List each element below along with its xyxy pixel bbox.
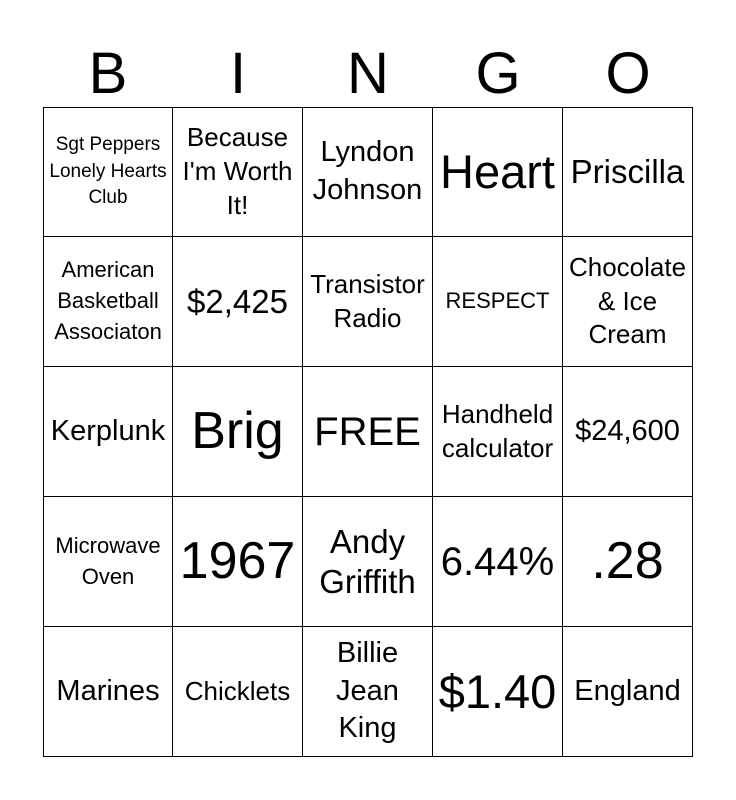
- bingo-cell[interactable]: $1.40: [433, 627, 563, 757]
- bingo-cell[interactable]: Heart: [433, 107, 563, 237]
- bingo-cell[interactable]: RESPECT: [433, 237, 563, 367]
- bingo-cell[interactable]: Priscilla: [563, 107, 693, 237]
- bingo-cell[interactable]: Lyndon Johnson: [303, 107, 433, 237]
- bingo-cell[interactable]: Brig: [173, 367, 303, 497]
- bingo-header: [43, 40, 693, 108]
- bingo-cell[interactable]: Chocolate & Ice Cream: [563, 237, 693, 367]
- bingo-cell[interactable]: .28: [563, 497, 693, 627]
- header-letter-b: B: [88, 41, 128, 106]
- header-letter-i: I: [229, 41, 247, 106]
- bingo-cell[interactable]: Marines: [43, 627, 173, 757]
- bingo-board: [43, 107, 693, 757]
- bingo-cell[interactable]: Chicklets: [173, 627, 303, 757]
- header-letter-g: G: [475, 41, 521, 106]
- bingo-cell[interactable]: Sgt Peppers Lonely Hearts Club: [43, 107, 173, 237]
- bingo-cell[interactable]: Because I'm Worth It!: [173, 107, 303, 237]
- bingo-cell[interactable]: 1967: [173, 497, 303, 627]
- bingo-cell[interactable]: $24,600: [563, 367, 693, 497]
- bingo-cell[interactable]: 6.44%: [433, 497, 563, 627]
- bingo-cell[interactable]: Handheld calculator: [433, 367, 563, 497]
- bingo-cell[interactable]: Microwave Oven: [43, 497, 173, 627]
- bingo-cell[interactable]: Andy Griffith: [303, 497, 433, 627]
- bingo-cell[interactable]: Kerplunk: [43, 367, 173, 497]
- bingo-cell[interactable]: England: [563, 627, 693, 757]
- bingo-cell[interactable]: Transistor Radio: [303, 237, 433, 367]
- bingo-cell free-space[interactable]: FREE: [303, 367, 433, 497]
- header-letter-n: N: [347, 41, 389, 106]
- header-letter-o: O: [605, 41, 651, 106]
- bingo-cell[interactable]: American Basketball Associaton: [43, 237, 173, 367]
- bingo-cell[interactable]: Billie Jean King: [303, 627, 433, 757]
- bingo-cell[interactable]: $2,425: [173, 237, 303, 367]
